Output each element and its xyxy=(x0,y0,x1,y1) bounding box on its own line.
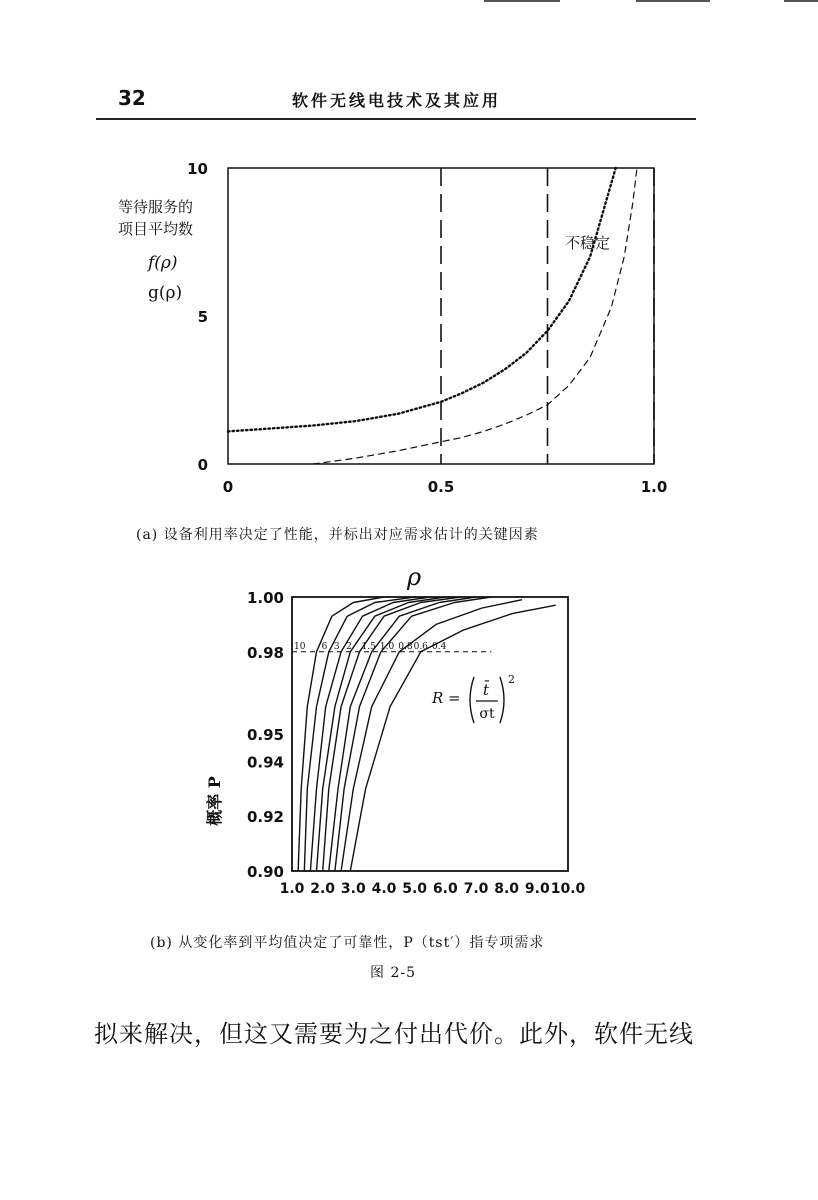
curve-label: 1.0 xyxy=(379,641,395,652)
running-title: 软件无线电技术及其应用 xyxy=(292,91,502,110)
reliability-formula xyxy=(431,673,515,723)
formula-denominator: σt xyxy=(479,706,495,722)
x-tick-label: 0.5 xyxy=(427,478,455,496)
figure-a-chart xyxy=(0,140,818,520)
figure-b-chart xyxy=(0,555,818,925)
ylabel-line: 项目平均数 xyxy=(118,220,194,238)
header-rule xyxy=(96,118,696,120)
x-tick-label: 7.0 xyxy=(463,881,489,897)
y-tick-label: 0.95 xyxy=(246,726,284,744)
x-tick-label: 2.0 xyxy=(310,881,336,897)
body-text-line: 拟来解决，但这又需要为之付出代价。此外，软件无线 xyxy=(94,1020,694,1048)
curve-label: 2 xyxy=(346,641,352,652)
curve-label: 10 xyxy=(294,641,306,652)
x-tick-label: 5.0 xyxy=(402,881,428,897)
curve-label: 1.5 xyxy=(361,641,376,652)
figure-b-ylabel: 概率 P xyxy=(205,776,224,826)
series-line-f(ρ) xyxy=(228,168,616,431)
x-tick-label: 1.0 xyxy=(279,881,305,897)
x-tick-label: 4.0 xyxy=(371,881,397,897)
series-curve-10 xyxy=(298,597,384,871)
figure-a-ylabel xyxy=(118,198,193,303)
ylabel-line: 等待服务的 xyxy=(118,198,194,216)
y-tick-label: 5 xyxy=(197,308,208,326)
formula-exponent: 2 xyxy=(508,673,515,686)
formula-lhs: R = xyxy=(432,689,461,707)
y-tick-label: 1.00 xyxy=(246,589,284,607)
figure-a-caption: (a) 设备利用率决定了性能，并标出对应需求估计的关键因素 xyxy=(136,527,539,543)
curve-label: 3 xyxy=(333,641,340,652)
series-curve-1.0 xyxy=(329,597,476,871)
y-tick-label: 10 xyxy=(187,160,208,178)
x-tick-label: 10.0 xyxy=(550,881,586,897)
curve-label: 6 xyxy=(321,641,328,652)
formula-numerator: t̄ xyxy=(482,681,490,699)
scan-mark xyxy=(484,0,560,2)
curve-label: 0.4 xyxy=(432,641,447,652)
ylabel-f: f(ρ) xyxy=(148,253,178,273)
figure-number-label: 图 2-5 xyxy=(370,965,416,981)
x-tick-label: 3.0 xyxy=(340,881,366,897)
y-tick-label: 0.92 xyxy=(246,808,284,827)
curve-label: 0.8 xyxy=(398,641,413,652)
x-tick-label: 8.0 xyxy=(494,881,520,897)
y-tick-label: 0.94 xyxy=(246,753,284,772)
x-tick-label: 6.0 xyxy=(432,881,458,897)
y-tick-label: 0.90 xyxy=(246,863,284,881)
formula-left-paren xyxy=(470,677,474,723)
series-curve-3 xyxy=(310,597,430,871)
page-number: 32 xyxy=(118,86,146,110)
x-tick-label: 9.0 xyxy=(524,881,550,897)
y-tick-label: 0.98 xyxy=(246,643,284,662)
figure-b-caption: (b) 从变化率到平均值决定了可靠性，P（tst′）指专项需求 xyxy=(150,935,545,951)
figure-b-title: ρ xyxy=(406,563,422,591)
scan-mark xyxy=(636,0,710,2)
x-tick-label: 1.0 xyxy=(640,478,668,496)
annotation-unstable: 不稳定 xyxy=(565,234,611,252)
x-tick-label: 0 xyxy=(222,478,234,496)
series-curve-0.6 xyxy=(341,600,522,871)
scan-mark xyxy=(784,0,818,2)
formula-right-paren xyxy=(500,677,504,723)
curve-label: 0.6 xyxy=(413,641,428,652)
y-tick-label: 0 xyxy=(197,456,208,474)
series-curve-1.5 xyxy=(323,597,461,871)
ylabel-g: g(ρ) xyxy=(148,283,183,303)
